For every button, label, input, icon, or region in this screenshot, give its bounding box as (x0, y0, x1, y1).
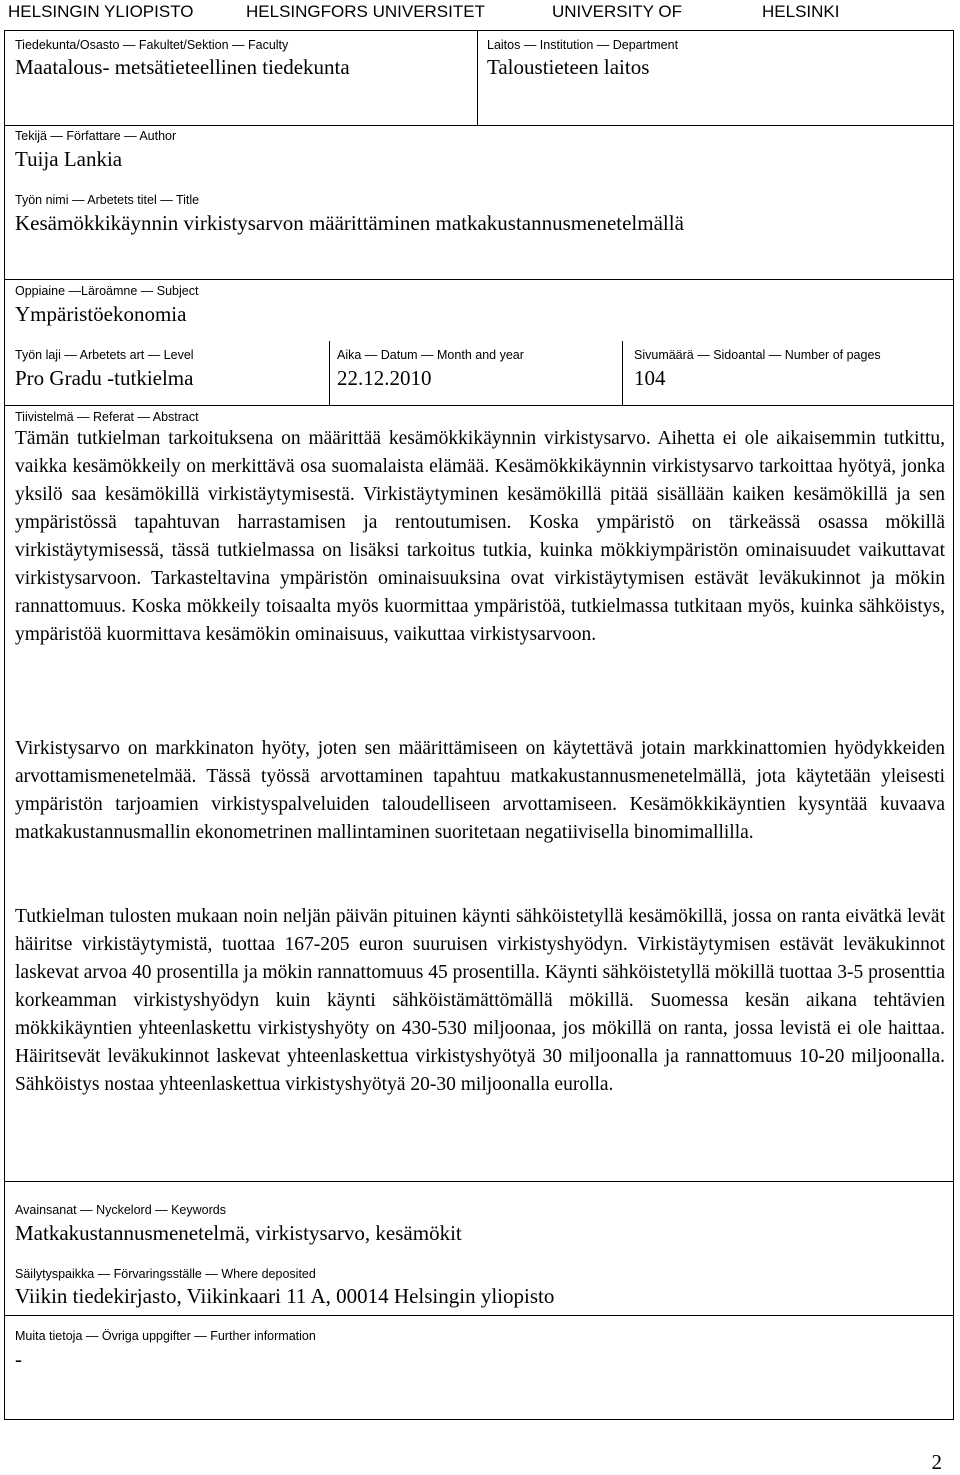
date-label: Aika — Datum — Month and year (337, 348, 524, 362)
level-label: Työn laji — Arbetets art — Level (15, 348, 194, 362)
divider (5, 405, 953, 406)
subject-value: Ympäristöekonomia (15, 302, 187, 326)
university-header (0, 0, 960, 28)
divider (477, 31, 478, 125)
faculty-value: Maatalous- metsätieteellinen tiedekunta (15, 55, 350, 79)
abstract-form (4, 30, 954, 1420)
pages-value: 104 (634, 366, 666, 390)
deposited-label: Säilytyspaikka — Förvaringsställe — Where deposited (15, 1267, 316, 1281)
header-helsinki: HELSINKI (762, 2, 840, 21)
abstract-paragraph-3: Tutkielman tulosten mukaan noin neljän päivän pituinen käynti sähköistetyllä kesämökillä, jossa on ranta eivätkä levät häiritse virkistäytymistä, tuottaa 167-205 euron suuruisen virkistyshyödyn. Virkistäytymisen estävät leväkukinnot laskevat arvoa 40 prosentilla ja mökin rannattomuus 45 prosentilla. Käynti sähköistetyllä mökillä tuottaa 3-5 prosenttia korkeamman virkistyshyödyn kuin käynti sähköistämättömällä mökillä. Suomessa kesän aikana tehtävien mökkikäyntien yhteenlaskettu virkistyshyöty on 430-530 miljoonaa, jos mökillä on ranta, jossa levistä ei ole haittaa. Häiritsevät leväkukinnot laskevat yhteenlaskettua virkistyshyötyä 30 miljoonalla ja rannattomuus 10-20 miljoonalla. Sähköistys nostaa yhteenlaskettua virkistyshyötyä 20-30 miljoonalla eurolla. (15, 906, 945, 1095)
divider (329, 341, 330, 405)
keywords-label: Avainsanat — Nyckelord — Keywords (15, 1203, 226, 1217)
keywords-value: Matkakustannusmenetelmä, virkistysarvo, kesämökit (15, 1221, 462, 1245)
page-number: 2 (931, 1450, 942, 1474)
abstract-paragraph-2: Virkistysarvo on markkinaton hyöty, joten sen määrittämiseen on käytettävä jotain markkinattomien hyödykkeiden arvottamismenetelmää. Tässä työssä arvottaminen tapahtuu matkakustannusmenetelmällä, jota käytetään yleisesti ympäristön tarjoamien virkistyspalveluiden taloudelliseen arvottamiseen. Kesämökkikäyntien kysyntää kuvaava matkakustannusmallin ekonometrinen mallintaminen suoritetaan negatiivisella binomimallilla. (15, 738, 945, 843)
author-value: Tuija Lankia (15, 147, 123, 171)
divider (5, 1315, 953, 1316)
further-info-label: Muita tietoja — Övriga uppgifter — Further information (15, 1329, 316, 1343)
divider (5, 125, 953, 126)
header-helsingfors: HELSINGFORS UNIVERSITET (246, 2, 485, 21)
abstract-paragraph-1: Tämän tutkielman tarkoituksena on määrittää kesämökkikäynnin virkistysarvo. Aihetta ei ole aikaisemmin tutkittu, vaikka kesämökkeily on merkittävä osa suomalaista elämää. Kesämökkikäynnin virkistysarvo tarkoittaa hyötyä, jonka yksilö saa kesämökillä virkistäytymisestä. Virkistäytyminen kesämökillä pitää sisällään kaiken kesämökillä ja sen ympäristössä tapahtuvan harrastamisen ja rentoutumisen. Koska ympäristö on tärkeässä osassa mökillä virkistäytymisessä, tässä tutkielmassa on lisäksi tarkoitus tutkia, kuinka mökkiympäristön ominaisuudet vaikuttavat virkistysarvoon. Tarkasteltavina ympäristön ominaisuuksina ovat virkistäytymisen estävät leväkukinnot ja mökin rannattomuus. Koska mökkeily toisaalta myös kuormittaa ympäristöä, tutkielmassa tutkitaan myös, kuinka sähköistys, ympäristöä kuormittava kesämökin ominaisuus, vaikuttaa virkistysarvoon. (15, 428, 945, 645)
department-label: Laitos — Institution — Department (487, 38, 679, 52)
date-value: 22.12.2010 (337, 366, 432, 390)
level-value: Pro Gradu -tutkielma (15, 366, 194, 390)
further-info-value: - (15, 1347, 22, 1371)
subject-label: Oppiaine —Läroämne — Subject (15, 284, 199, 298)
abstract-label: Tiivistelmä — Referat — Abstract (15, 410, 199, 424)
title-value: Kesämökkikäynnin virkistysarvon määrittäminen matkakustannusmenetelmällä (15, 211, 684, 235)
department-value: Taloustieteen laitos (487, 55, 650, 79)
divider (5, 1181, 953, 1182)
title-label: Työn nimi — Arbetets titel — Title (15, 193, 200, 207)
header-university: UNIVERSITY OF (552, 2, 683, 21)
author-label: Tekijä — Författare — Author (15, 129, 177, 143)
divider (622, 341, 623, 405)
divider (5, 279, 953, 280)
faculty-label: Tiedekunta/Osasto — Fakultet/Sektion — Faculty (15, 38, 289, 52)
pages-label: Sivumäärä — Sidoantal — Number of pages (634, 348, 881, 362)
deposited-value: Viikin tiedekirjasto, Viikinkaari 11 A, 00014 Helsingin yliopisto (15, 1284, 555, 1308)
header-helsingin: HELSINGIN YLIOPISTO (8, 2, 194, 21)
